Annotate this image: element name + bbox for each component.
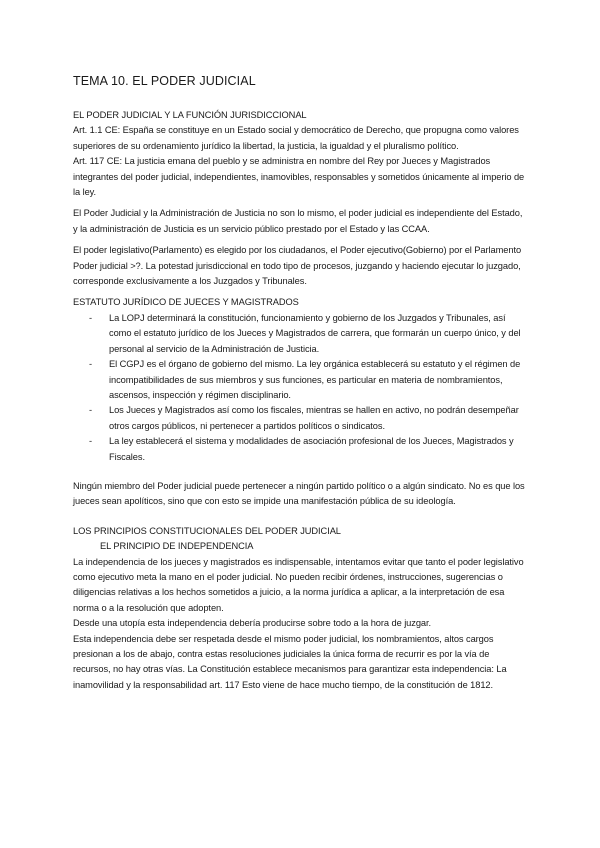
- section-heading-principios: LOS PRINCIPIOS CONSTITUCIONALES DEL PODER JUDICIAL: [73, 525, 341, 536]
- paragraph-potestad-jurisdiccional: Poder judicial >?. La potestad jurisdiccional en todo tipo de procesos, juzgando y haciendo ejecutar lo juzgado, corresponde exclusivamente a los Juzgados y Tribunales.: [73, 260, 521, 287]
- paragraph-independencia: La independencia de los jueces y magistrados es indispensable, intentamos evitar que tanto el poder legislativo como ejecutivo meta la mano en el poder judicial. No pueden recibir órdenes, instrucciones, sugerencias o diligencias relativas a los hechos sometidos a juicio, a la norma jurídica a aplicar, a la interpretación de esa norma o a la resolución que adopten.: [73, 556, 524, 613]
- document-body: [73, 108, 528, 693]
- paragraph-respeto-independencia: Esta independencia debe ser respetada desde el mismo poder judicial, los nombramientos, altos cargos presionan a los de abajo, contra estas resoluciones judiciales la única forma de recurrir es por la vía de recursos, no hay otras vías. La Constitución establece mecanismos para garantizar esta independencia: La inamovilidad y la responsabilidad art. 117 Esto viene de hace mucho tiempo, de la constitución de 1812.: [73, 633, 507, 690]
- paragraph-administracion-justicia: El Poder Judicial y la Administración de Justicia no son lo mismo, el poder judicial es independiente del Estado, y la administración de Justicia es un servicio público prestado por el Estado y las CCAA.: [73, 208, 523, 234]
- subheading-independencia: EL PRINCIPIO DE INDEPENDENCIA: [100, 541, 254, 552]
- estatuto-list: [73, 311, 528, 465]
- paragraph-art-1-1: Art. 1.1 CE: España se constituye en un Estado social y democrático de Derecho, que propugna como valores superiores de su ordenamiento jurídico la libertad, la justicia, la igualdad y el pluralismo político.: [73, 125, 519, 151]
- list-item: - La LOPJ determinará la constitución, funcionamiento y gobierno de los Juzgados y Tribunales, así como el estatuto jurídico de los Jueces y Magistrados de carrera, que formarán un cuerpo único, y del personal al servicio de la Administración de Justicia.: [73, 311, 528, 357]
- section-heading-poder-judicial: EL PODER JUDICIAL Y LA FUNCIÓN JURISDICCIONAL: [73, 110, 307, 120]
- paragraph-poderes-eleccion: El poder legislativo(Parlamento) es elegido por los ciudadanos, el Poder ejecutivo(Gobierno) por el Parlamento: [73, 245, 522, 256]
- list-item: - La ley establecerá el sistema y modalidades de asociación profesional de los Jueces, Magistrados y Fiscales.: [73, 434, 528, 465]
- paragraph-art-117: Art. 117 CE: La justicia emana del pueblo y se administra en nombre del Rey por Jueces y Magistrados integrantes del poder judicial, independientes, inamovibles, responsables y sometidos únicamente al imperio de la ley.: [73, 156, 525, 198]
- list-item: - El CGPJ es el órgano de gobierno del mismo. La ley orgánica establecerá su estatuto y el régimen de incompatibilidades de sus miembros y sus funciones, es particular en materia de nombramientos, ascensos, inspección y régimen disciplinario.: [73, 357, 528, 403]
- list-item: - Los Jueces y Magistrados así como los fiscales, mientras se hallen en activo, no podrán desempeñar otros cargos públicos, ni pertenecer a partidos políticos o sindicatos.: [73, 403, 528, 434]
- paragraph-partidos: Ningún miembro del Poder judicial puede pertenecer a ningún partido político o a algún sindicato. No es que los jueces sean apolíticos, sino que con esto se impide una manifestación pública de su ideología.: [73, 480, 525, 507]
- document-title: TEMA 10. EL PODER JUDICIAL: [73, 74, 256, 88]
- paragraph-utopia: Desde una utopía esta independencia debería producirse sobre todo a la hora de juzgar.: [73, 618, 432, 629]
- section-heading-estatuto: ESTATUTO JURÍDICO DE JUECES Y MAGISTRADOS: [73, 297, 299, 308]
